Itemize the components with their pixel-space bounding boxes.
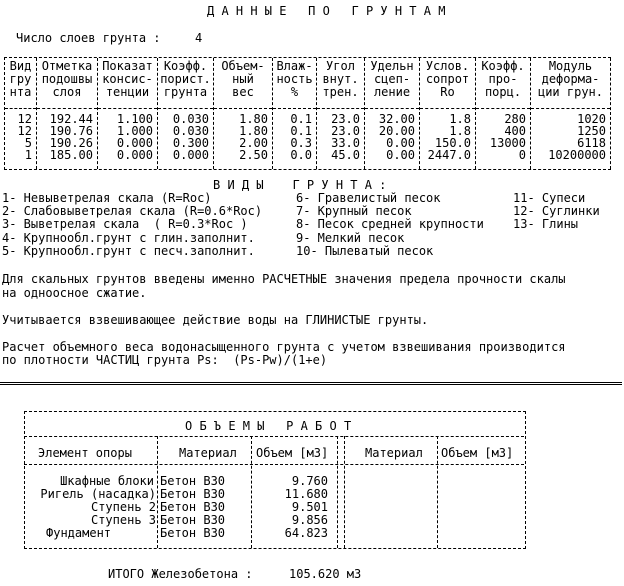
volumes-header: Материал (365, 446, 423, 460)
soil-types-title: В И Д Ы Г Р У Н Т А : (213, 178, 387, 192)
volumes-header: Элемент опоры (38, 446, 132, 460)
soil-header: Угол внут. трен. (322, 59, 359, 99)
soil-col-resistance (420, 58, 476, 169)
soil-col-consistency (98, 58, 158, 169)
soil-values: 1020 1250 6118 10200000 (548, 112, 606, 162)
volumes-element: Фундамент (46, 526, 112, 540)
soil-col-type (5, 58, 37, 169)
soil-type-item: 12- Суглинки (513, 204, 600, 218)
volumes-material: Бетон В30 (160, 474, 226, 488)
volumes-material: Бетон В30 (160, 487, 226, 501)
total-label: ИТОГО Железобетона : (108, 567, 253, 581)
note-line: на одноосное сжатие. (2, 286, 147, 300)
soil-col-cohesion (365, 58, 420, 169)
volumes-volume: 9.760 (291, 474, 328, 488)
soil-type-item: 7- Крупный песок (296, 204, 412, 218)
soil-type-item: 10- Пылеватый песок (296, 244, 434, 258)
volumes-header: Материал (179, 446, 237, 460)
volumes-title-divider (24, 436, 524, 437)
soil-type-item: 6- Гравелистый песок (296, 191, 441, 205)
soil-values: 280 400 13000 0 (489, 112, 526, 162)
soil-values: 0.030 0.030 0.300 0.000 (172, 112, 209, 162)
volumes-volume: 9.856 (291, 513, 328, 527)
volumes-header: Объем [м3] (441, 446, 514, 460)
soil-col-moisture (273, 58, 317, 169)
soil-type-item: 13- Глины (513, 217, 579, 231)
soil-values: 12 12 5 1 (17, 112, 32, 162)
page-title: Д А Н Н Ы Е П О Г Р У Н Т А М (207, 4, 446, 18)
soil-type-item: 1- Невыветрелая скала (R=Roc) (2, 191, 212, 205)
soil-type-item: 3- Выветрелая скала ( R=0.3*Roc ) (2, 217, 248, 231)
note-line: по плотности ЧАСТИЦ грунта Ps: (Ps-Pw)/(1+e) (2, 353, 328, 367)
soil-header: Влаж- ность % (276, 59, 313, 99)
layers-value: 4 (195, 31, 203, 45)
soil-values: 0.1 0.1 0.3 0.0 (290, 112, 312, 162)
soil-header: Удельн сцеп- ление (370, 59, 414, 99)
soil-header: Объем- ный вес (221, 59, 265, 99)
volumes-material: Бетон В30 (160, 500, 226, 514)
soil-type-item: 11- Супеси (513, 191, 586, 205)
volumes-volume: 11.680 (284, 487, 328, 501)
layers-label: Число слоев грунта : (16, 31, 161, 45)
soil-values: 23.0 23.0 33.0 45.0 (331, 112, 360, 162)
soil-type-item: 2- Слабовыветрелая скала (R=0.6*Roc) (2, 204, 263, 218)
soil-type-item: 9- Мелкий песок (296, 231, 405, 245)
volumes-material: Бетон В30 (160, 526, 226, 540)
note-line: Для скальных грунтов введены именно РАСЧЕТНЫЕ значения предела прочности скалы (2, 272, 566, 286)
volumes-material: Бетон В30 (160, 513, 226, 527)
volumes-volume: 64.823 (284, 526, 328, 540)
soil-header: Вид гру нта (9, 59, 32, 99)
soil-header: Показат консис- тенции (102, 59, 153, 99)
soil-values: 1.8 1.8 150.0 2447.0 (427, 112, 471, 162)
soil-col-unit-weight (214, 58, 273, 169)
soil-values: 192.44 190.76 190.26 185.00 (49, 112, 93, 162)
soil-col-friction (317, 58, 365, 169)
soil-values: 1.80 1.80 2.00 2.50 (239, 112, 268, 162)
volumes-title: О Б Ъ Е М Ы Р А Б О Т (185, 419, 352, 433)
section-divider (0, 382, 622, 385)
volumes-element: Ступень 3 (90, 513, 156, 527)
soil-header: Коэфф. порист. грунта (160, 59, 211, 99)
volumes-element: Ригель (насадка) (40, 487, 156, 501)
soil-col-elevation (37, 58, 98, 169)
soil-header: Коэфф. про- порц. (481, 59, 525, 99)
soil-type-item: 5- Крупнообл.грунт с песч.заполнит. (2, 244, 255, 258)
note-line: Учитывается взвешивающее действие воды на ГЛИНИСТЫЕ грунты. (2, 313, 429, 327)
soil-header: Услов. сопрот Ro (425, 59, 470, 99)
total-value: 105.620 м3 (289, 567, 362, 581)
volumes-volume: 9.501 (291, 500, 328, 514)
soil-values: 32.00 20.00 0.00 0.00 (378, 112, 415, 162)
soil-header: Модуль деформа- ции грун. (537, 59, 604, 99)
soil-header: Отметка подошвы слоя (41, 59, 93, 99)
soil-table (4, 57, 611, 170)
soil-type-item: 8- Песок средней крупности (296, 217, 484, 231)
soil-col-porosity (158, 58, 214, 169)
note-line: Расчет объемного веса водонасыщенного грунта с учетом взвешивания производится (2, 340, 566, 354)
soil-values: 1.100 1.000 0.000 0.000 (116, 112, 153, 162)
volumes-header: Объем [м3] (256, 446, 329, 460)
volumes-element: Шкафные блоки (60, 474, 154, 488)
volumes-header-divider (24, 464, 524, 465)
soil-col-modulus (531, 58, 611, 169)
soil-col-proportionality (476, 58, 531, 169)
volumes-element: Ступень 2 (90, 500, 156, 514)
soil-type-item: 4- Крупнообл.грунт с глин.заполнит. (2, 231, 255, 245)
